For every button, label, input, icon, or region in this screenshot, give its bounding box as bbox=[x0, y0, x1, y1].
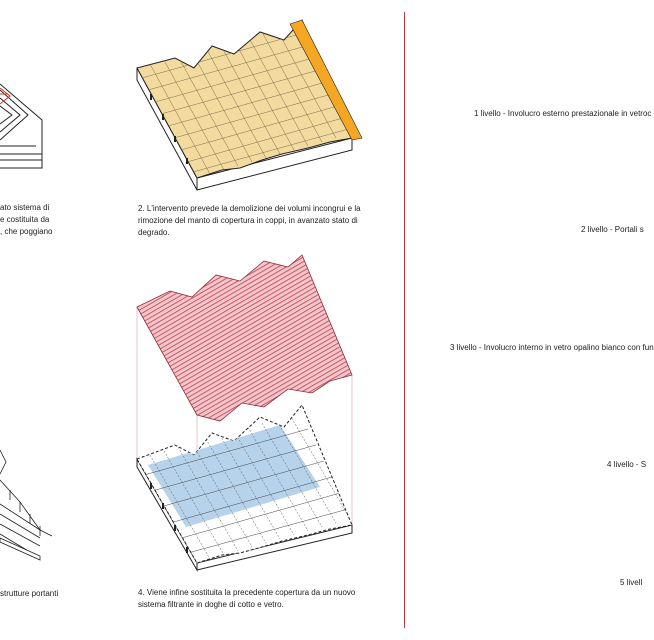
level-1-label: 1 livello - Involucro esterno prestazionale in vetroc bbox=[474, 109, 652, 118]
diagram-new-roof-system bbox=[130, 255, 370, 570]
caption-step-1: ato sistema di e costituita da , che poggiano bbox=[0, 203, 53, 236]
caption-step-4: 4. Viene infine sostituita la precedente copertura da un nuovo sistema filtrante in doghe di cotto e vetro. bbox=[138, 588, 356, 609]
diagram-demolition bbox=[130, 20, 370, 190]
level-3-label: 3 livello - Involucro interno in vetro opalino bianco con fun bbox=[450, 343, 654, 352]
new-roof-cladding bbox=[137, 255, 352, 421]
diagram-load-bearing-structures bbox=[0, 440, 60, 560]
diagram-existing-structure bbox=[0, 60, 70, 190]
level-5-label: 5 livell bbox=[620, 578, 643, 587]
level-4-label: 4 livello - S bbox=[607, 460, 647, 469]
caption-step-2: 2. L'intervento prevede la demolizione dei volumi incongrui e la rimozione del manto di copertura in coppi, in avanzato stato di degrado. bbox=[138, 204, 361, 237]
caption-step-3: strutture portanti bbox=[0, 589, 59, 598]
section-divider bbox=[404, 12, 405, 628]
level-2-label: 2 livello - Portali s bbox=[581, 225, 644, 234]
